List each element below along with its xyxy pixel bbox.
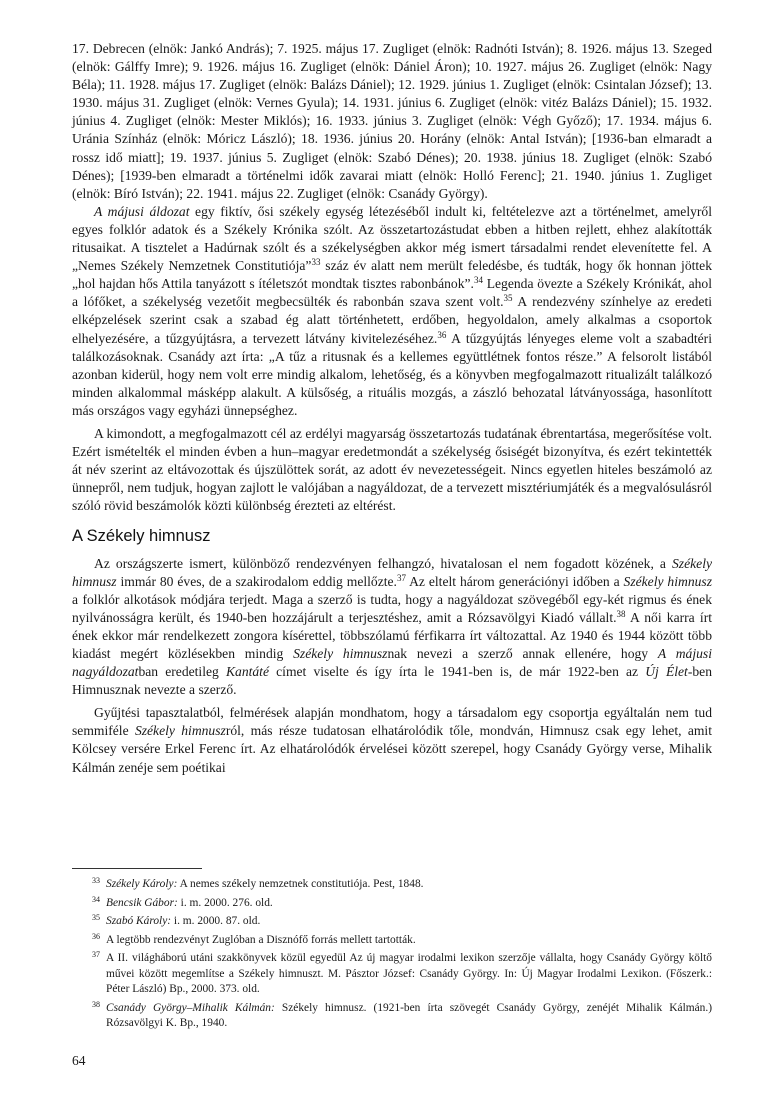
footnotes xyxy=(72,877,712,1035)
footnote-number: 35 xyxy=(92,913,100,922)
footnote-number: 38 xyxy=(92,999,100,1009)
footnote-item xyxy=(72,896,712,912)
paragraph-text: egy fiktív, ősi székely egység létezéséből indult ki, feltételezve azt a történelmet, amelyről egyes folklór adatok és a Székely Krónika szólt. Az összetartozástudat ebben a hitben rejlett, ehhez alakították ritusaikat. A tisztelet a Hadúrnak szólt és a székelységben akkor még ismert társadalmi rendet elevenítette fel. A „Nemes Székely Nemzetnek Constitutiója” xyxy=(72,203,712,274)
italic-text: Székely himnusz xyxy=(623,573,712,589)
footnote-number: 36 xyxy=(92,931,100,941)
italic-text: Kantáté xyxy=(225,664,269,680)
paragraph-majusi-aldozat xyxy=(72,203,712,420)
italic-text: Székely himnusz xyxy=(134,723,226,739)
italic-text: A májusi nagyáldozat xyxy=(72,646,712,680)
footnote-text: Szabó Károly: i. m. 2000. 87. old. xyxy=(106,915,261,927)
footnote-text: A II. világháború utáni szakkönyvek közül egyedül Az új magyar irodalmi lexikon szerzője vállalta, hogy Csanády György költő művei között megemlítse a Székely himnuszt. M. Pásztor József: Csanády György. In: Új Magyar Irodalmi Lexikon. (Főszerk.: Péter László) Bp., 2000. 373. old. xyxy=(106,952,712,995)
paragraph-text: száz év alatt nem merült feledésbe, és tudták, hogy ők honnan jöttek „hol hajdan hős Attila tanyázott s ítéletszót mondtak tisztes rabonbánok”. xyxy=(72,258,712,292)
paragraph-text: címet viselte és így írta le 1941-ben is, de már 1922-ben az xyxy=(269,664,646,680)
paragraph-himnusz-intro xyxy=(72,555,712,700)
italic-text: Székely himnusz xyxy=(72,555,712,589)
paragraph-text: -ben Himnusznak nevezte a szerző. xyxy=(72,664,712,698)
footnote-text: A legtöbb rendezvényt Zuglóban a Disznófő forrás mellett tartották. xyxy=(106,933,416,946)
paragraph-text: A rendezvény színhelye az eredeti elképzelések szerint csak a szabad ég alatt történhetett, erdőben, hegyoldalon, amely alkalmas a csoportok elhelyezésére, a tűzgyújtásra, a tervezett látvány kivitelezéséhez. xyxy=(72,294,712,346)
event-list-paragraph: 17. Debrecen (elnök: Jankó András); 7. 1925. május 17. Zugliget (elnök: Radnóti István); 8. 1926. május 13. Szeged (elnök: Gálffy Imre); 9. 1926. május 16. Zugliget (elnök: Dániel Áron); 10. 1927. május 26. Zugliget (elnök: Nagy Béla); 11. 1928. május 17. Zugliget (elnök: Balázs Dániel); 12. 1929. június 1. Zugliget (elnök: Csintalan József); 13. 1930. május 31. Zugliget (elnök: Vernes Gyula); 14. 1931. június 6. Zugliget (elnök: vitéz Balázs Dániel); 15. 1932. június 4. Zugliget (elnök: Mester Miklós); 16. 1933. június 3. Zugliget (elnök: Végh Győző); 17. 1934. május 6. Uránia Színház (elnök: Móricz László); 18. 1936. június 20. Horány (elnök: Antal István); [1936-ban elmaradt a rossz idő miatt]; 19. 1937. június 5. Zugliget (elnök: Szabó Dénes); 20. 1938. június 18. Zugliget (elnök: Szabó Dénes); [1939-ben elmaradt a történelmi idők zavarai miatt (elnök: Holló Ferenc]; 21. 1940. június 1. Zugliget (elnök: Bíró István); 22. 1941. május 22. Zugliget (elnök: Csanády György). xyxy=(72,41,712,201)
footnote-ref-38[interactable]: 38 xyxy=(616,608,626,619)
page-body xyxy=(72,40,712,777)
paragraph-gyujtesi xyxy=(72,704,712,776)
paragraph-text: immár 80 éves, de a szakirodalom eddig mellőzte. xyxy=(116,573,397,589)
footnote-item xyxy=(72,933,712,949)
footnote-divider xyxy=(72,868,202,869)
paragraph-text: Legenda övezte a Székely Krónikát, ahol a lófőket, a székelység vezetőit megbecsülték és rabonbán szava szent volt. xyxy=(72,276,712,310)
paragraph-text: nak nevezi a szerző annak ellenére, hogy xyxy=(387,646,658,661)
footnote-text: Székely Károly: A nemes székely nemzetnek constitutiója. Pest, 1848. xyxy=(106,878,424,890)
paragraph-kimondott-cel: A kimondott, a megfogalmazott cél az erdélyi magyarság összetartozás tudatának ébrentartása, megerősítése volt. Ezért ismételték el minden évben a hun–magyar eredetmondát a székelység ősiségét bizonyítva, és ezért tekintették át név szerint az eltávozottak és újszülöttek sorát, az adott év nevezetességeit. Nincs egyetlen hiteles beszámoló az ünnepről, nem tudjuk, hogyan zajlott le valójában a nagyáldozat, de a tervezett misztériumjáték és a megvalósulásról szóló rövid beszámolók közti különbség érezteti az eltérést. xyxy=(72,425,712,514)
footnote-item xyxy=(72,951,712,998)
footnote-number: 33 xyxy=(92,876,100,885)
footnote-text: Csanády György–Mihalik Kálmán: Székely himnusz. (1921-ben írta szövegét Csanády György, zenéjét Mihalik Kálmán.) Rózsavölgyi K. Bp., 1940. xyxy=(106,1001,712,1029)
footnote-ref-33[interactable]: 33 xyxy=(311,257,321,268)
footnote-ref-34[interactable]: 34 xyxy=(473,275,483,286)
paragraph-text: a folklór alkotások módjára terjedt. Maga a szerző is tudta, hogy a nagyáldozat szövegéből egy-két rigmus és ének nyilvánosságra került, és 1940-ben hozzájárult a terjesztéshez, amit a Rózsavölgyi Kiadó vállalt. xyxy=(72,591,712,625)
paragraph-text: ról, más része tudatosan elhatárolódik tőle, mondván, Himnusz csak egy lehet, amit Kölcsey versére Erkel Ferenc írt. Az elhatárolódók érvelései között szerepel, hogy Csanády György verse, Mihalik Kálmán zenéje sem poétikai xyxy=(72,723,712,775)
paragraph-text: ban eredetileg xyxy=(138,664,226,680)
italic-title: A májusi áldozat xyxy=(94,203,190,219)
italic-text: Új Élet xyxy=(645,664,688,680)
paragraph-text: A női karra írt ének ekkor már rendelkezett zongora kísérettel, többszólamú férfikarra írt változattal. Az 1940 és 1944 között több kiadást megért közlésekben mindig xyxy=(72,609,712,661)
paragraph-text: Az országszerte ismert, különböző rendezvényen felhangzó, hivatalosan el nem fogadott közének, a xyxy=(94,555,672,571)
footnote-item xyxy=(72,877,712,893)
footnote-ref-37[interactable]: 37 xyxy=(396,572,406,583)
footnote-number: 34 xyxy=(92,894,100,904)
footnote-item xyxy=(72,914,712,930)
footnote-number: 37 xyxy=(92,950,100,959)
section-heading: A Székely himnusz xyxy=(72,527,211,546)
paragraph-text: A tűzgyújtás lényeges eleme volt a szabadtéri találkozásoknak. Csanády azt írta: „A tűz a ritusnak és a kellemes együttlétnek fontos része.” A felsorolt listából azonban kiderül, hogy nem volt erre mindig alkalom, lehetőség, és a könyvben megfogalmazott ritualizált találkozó minden alkalommal másképp alakult. A külsőség, a rituális mozgás, a zászló behozatal látványossága, hasonlított más országos vagy egyházi ünnepséghez. xyxy=(72,330,712,418)
paragraph-text: Gyűjtési tapasztalatból, felmérések alapján mondhatom, hogy a társadalom egy csoportja egyáltalán nem tud semmiféle xyxy=(72,705,712,739)
footnote-ref-36[interactable]: 36 xyxy=(437,329,447,340)
footnote-ref-35[interactable]: 35 xyxy=(503,293,513,304)
italic-text: Székely himnusz xyxy=(293,646,388,661)
footnote-text: Bencsik Gábor: i. m. 2000. 276. old. xyxy=(106,896,273,909)
paragraph-text: Az eltelt három generációnyi időben a xyxy=(405,573,624,589)
footnote-item xyxy=(72,1001,712,1032)
page-number: 64 xyxy=(72,1053,86,1068)
